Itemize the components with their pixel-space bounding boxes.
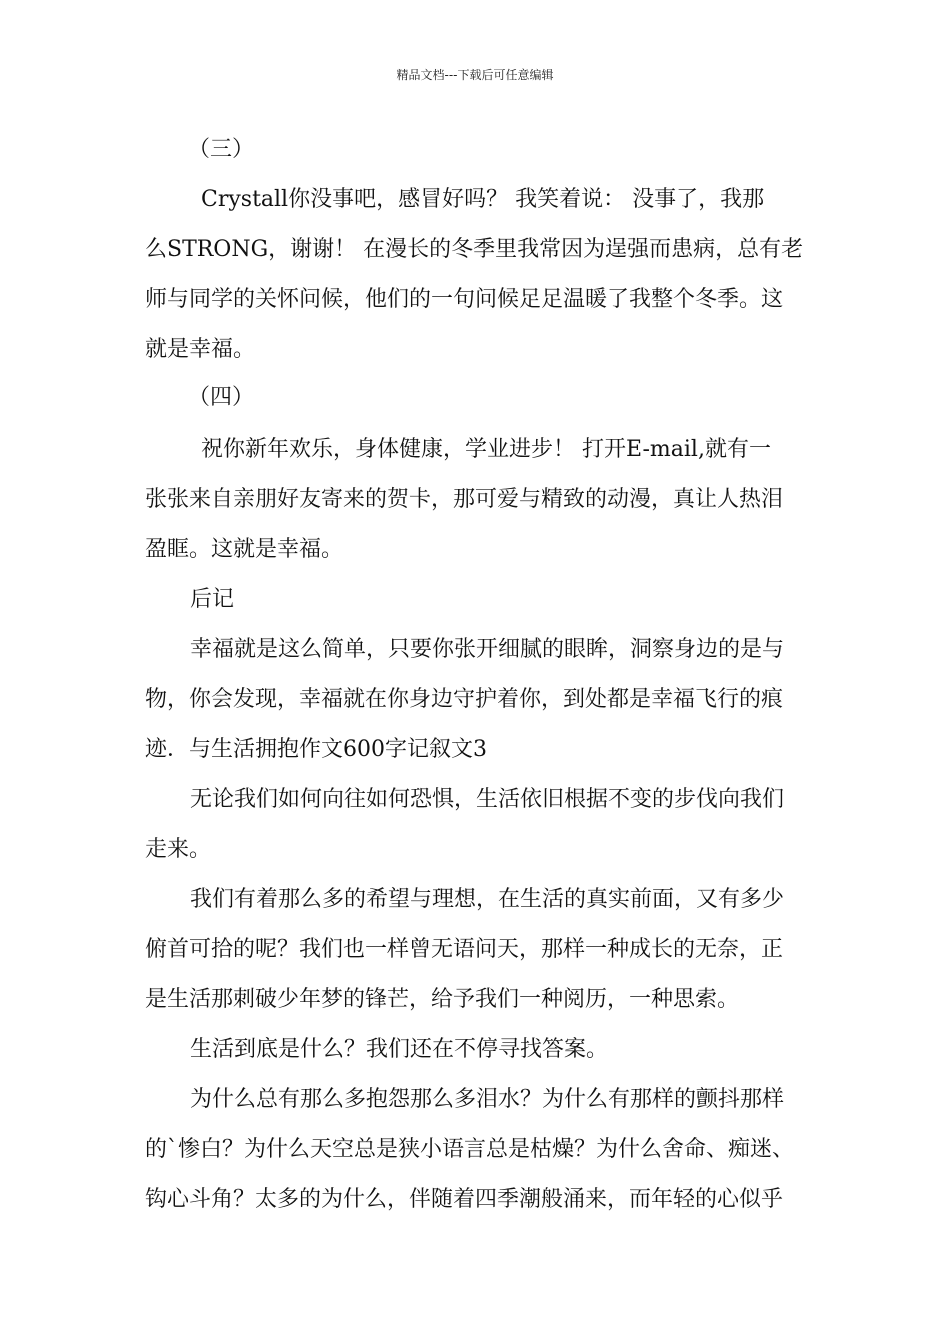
paragraph-line: 走来。 — [145, 837, 212, 862]
section-heading-3: （三） — [188, 137, 255, 162]
paragraph-line: 盈眶。这就是幸福。 — [145, 537, 344, 562]
paragraph-line: 就是幸福。 — [145, 337, 256, 362]
paragraph-line: 么STRONG，谢谢！ 在漫长的冬季里我常因为逞强而患病，总有老 — [145, 237, 804, 262]
paragraph-line: 钩心斗角？太多的为什么，伴随着四季潮般涌来，而年轻的心似乎 — [145, 1187, 784, 1212]
paragraph-line: 我们有着那么多的希望与理想，在生活的真实前面，又有多少 — [190, 887, 785, 912]
paragraph-line: 无论我们如何向往如何恐惧，生活依旧根据不变的步伐向我们 — [190, 787, 785, 812]
paragraph-line: 的`惨白？为什么天空总是狭小语言总是枯燥？为什么舍命、痴迷、 — [145, 1137, 795, 1162]
paragraph-line: 物，你会发现，幸福就在你身边守护着你，到处都是幸福飞行的痕 — [145, 687, 784, 712]
paragraph-line: 祝你新年欢乐，身体健康，学业进步！ 打开E-mail,就有一 — [201, 437, 771, 462]
section-heading-postscript: 后记 — [190, 587, 235, 612]
paragraph-line: Crystall你没事吧，感冒好吗？ 我笑着说： 没事了，我那 — [201, 187, 765, 212]
paragraph-line: 师与同学的关怀问候，他们的一句问候足足温暖了我整个冬季。这 — [145, 287, 784, 312]
paragraph-line: 俯首可拾的呢？我们也一样曾无语问天，那样一种成长的无奈，正 — [145, 937, 784, 962]
page-header: 精品文档---下载后可任意编辑 — [396, 68, 554, 82]
section-heading-4: （四） — [188, 385, 255, 410]
paragraph-line: 生活到底是什么？我们还在不停寻找答案。 — [190, 1037, 609, 1062]
paragraph-line: 张张来自亲朋好友寄来的贺卡，那可爱与精致的动漫，真让人热泪 — [145, 487, 784, 512]
paragraph-line: 幸福就是这么简单，只要你张开细腻的眼眸，洞察身边的是与 — [190, 637, 785, 662]
paragraph-line: 为什么总有那么多抱怨那么多泪水？为什么有那样的颤抖那样 — [190, 1087, 785, 1112]
paragraph-line: 迹．与生活拥抱作文600字记叙文3 — [145, 737, 487, 762]
paragraph-line: 是生活那刺破少年梦的锋芒，给予我们一种阅历，一种思索。 — [145, 987, 740, 1012]
